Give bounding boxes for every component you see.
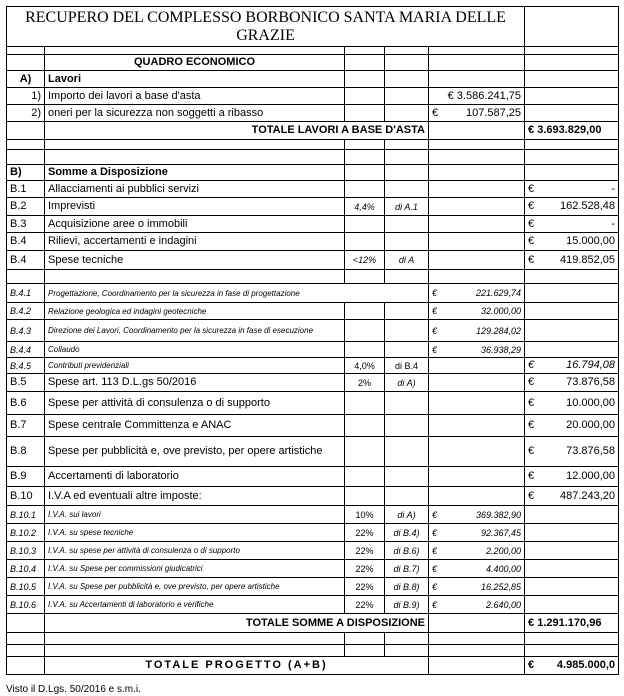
cell-B-b101-ref: di A) xyxy=(385,506,429,524)
cell-B-b2-amount: 162.528,48 xyxy=(559,200,616,212)
cell-B-b102-pct: 22% xyxy=(345,524,385,542)
cell-B-total: € 1.291.170,96 xyxy=(525,614,619,633)
cell-B-b42-amount: 32.000,00 xyxy=(480,306,522,316)
cell-A-r1-code: 1) xyxy=(7,88,45,105)
cell-B-b7-amount: 20.000,00 xyxy=(566,419,616,431)
cell-B-b3-desc: Acquisizione aree o immobili xyxy=(45,216,345,233)
table-row xyxy=(7,181,619,198)
cell-B-b6-desc: Spese per attività di consulenza o di supporto xyxy=(45,392,345,415)
cell-B-b102-amount: 92.367,45 xyxy=(480,527,522,538)
cell-B-b106-desc: I.V.A. su Accertamenti di laboratorio e verifiche xyxy=(45,596,345,614)
cell-B-b5-ref: di A) xyxy=(385,374,429,392)
cell-B-b5-pct: 2% xyxy=(345,374,385,392)
cell-B-b2-ref: di A.1 xyxy=(385,198,429,216)
cell-B-b103-cur: € xyxy=(432,545,438,556)
cell-A-r2-desc: oneri per la sicurezza non soggetti a ribasso xyxy=(45,105,345,122)
total-progetto-row xyxy=(7,657,619,675)
cell-B-b9-code: B.9 xyxy=(7,467,45,487)
cell-B-b3-amount: - xyxy=(611,217,616,230)
table-row xyxy=(7,284,619,303)
cell-B-b43-desc: Direzione dei Lavori, Coordinamento per la sicurezza in fase di esecuzione xyxy=(45,320,345,342)
cell-B-b4-code: B.4 xyxy=(7,233,45,251)
section-header-row xyxy=(7,55,619,71)
cell-B-b102-code: B.10.2 xyxy=(7,524,45,542)
cell-A-label: Lavori xyxy=(45,71,345,88)
table-row xyxy=(7,560,619,578)
table-row xyxy=(7,524,619,542)
cell-B-b2-pct: 4,4% xyxy=(345,198,385,216)
cell-B-b102-cur: € xyxy=(432,527,438,538)
table-row xyxy=(7,358,619,374)
footnote: Visto il D.Lgs. 50/2016 e s.m.i. xyxy=(6,684,141,695)
cell-B-b101-cur: € xyxy=(432,509,438,520)
cell-B-b8-amount: 73.876,58 xyxy=(566,445,616,457)
cell-B-b104-cur: € xyxy=(432,563,438,574)
cell-B-b8-desc: Spese per pubblicità e, ove previsto, per opere artistiche xyxy=(45,437,345,467)
cell-A-letter: A) xyxy=(7,71,45,88)
cell-B-b43-cur: € xyxy=(432,325,438,336)
cell-B-b105-pct: 22% xyxy=(345,578,385,596)
table-row xyxy=(7,487,619,506)
cell-B-b4-desc: Rilievi, accertamenti e indagini xyxy=(45,233,345,251)
cell-B-b104-desc: I.V.A. su Spese per commissioni giudicatrici xyxy=(45,560,345,578)
cell-B-b103-pct: 22% xyxy=(345,542,385,560)
cell-B-label: Somme a Disposizione xyxy=(45,165,345,181)
cell-B-b104-amount: 4.400,00 xyxy=(485,563,522,574)
cell-B-b105-code: B.10.5 xyxy=(7,578,45,596)
cell-B-b103-desc: I.V.A. su spese per attività di consulenza o di supporto xyxy=(45,542,345,560)
cell-B-b3-cur: € xyxy=(528,217,535,230)
cell-B-b4b-ref: di A xyxy=(385,251,429,270)
cell-B-b101-code: B.10.1 xyxy=(7,506,45,524)
cell-B-b10-cur: € xyxy=(528,489,535,502)
cell-B-b44-cur: € xyxy=(432,344,438,355)
cell-B-b9-desc: Accertamenti di laboratorio xyxy=(45,467,345,487)
total-lavori-row xyxy=(7,122,619,140)
section-b-row xyxy=(7,165,619,181)
cell-B-b1-code: B.1 xyxy=(7,181,45,198)
cell-B-b10-amount: 487.243,20 xyxy=(559,489,616,502)
table-row xyxy=(7,216,619,233)
cell-B-b43-amount: 129.284,02 xyxy=(475,325,522,336)
cell-grand-amount: 4.985.000,0 xyxy=(556,659,616,671)
table-row xyxy=(7,251,619,270)
cell-B-b7-code: B.7 xyxy=(7,415,45,437)
cell-B-b106-ref: di B.9) xyxy=(385,596,429,614)
cell-B-b41-desc: Progettazione, Coordinamento per la sicurezza in fase di progettazione xyxy=(45,284,429,303)
cell-B-b4b-cur: € xyxy=(528,253,535,266)
cell-A-r2-code: 2) xyxy=(7,105,45,122)
cell-B-b104-pct: 22% xyxy=(345,560,385,578)
cell-B-b10-desc: I.V.A ed eventuali altre imposte: xyxy=(45,487,345,506)
cell-B-b43-code: B.4.3 xyxy=(7,320,45,342)
cell-B-b105-desc: I.V.A. su Spese per pubblicità e, ove previsto, per opere artistiche xyxy=(45,578,345,596)
cell-B-b45-ref: di B.4 xyxy=(385,358,429,374)
table-row xyxy=(7,467,619,487)
cell-B-b45-amount: 16.794,08 xyxy=(566,359,616,371)
cell-B-b102-ref: di B.4) xyxy=(385,524,429,542)
cell-B-b1-desc: Allacciamenti ai pubblici servizi xyxy=(45,181,345,198)
cell-B-b5-amount: 73.876,58 xyxy=(566,376,616,388)
table-row xyxy=(7,542,619,560)
cell-B-b44-amount: 36.938,29 xyxy=(480,344,522,355)
cell-B-total_label: TOTALE SOMME A DISPOSIZIONE xyxy=(45,614,429,633)
table-row xyxy=(7,198,619,216)
cell-grand-label: TOTALE PROGETTO (A+B) xyxy=(45,657,429,675)
cell-B-b8-code: B.8 xyxy=(7,437,45,467)
cell-B-b45-cur: € xyxy=(528,359,535,371)
cell-B-b41-amount: 221.629,74 xyxy=(475,288,522,298)
cell-A-r1-desc: Importo dei lavori a base d'asta xyxy=(45,88,345,105)
cell-B-b1-amount: - xyxy=(611,182,616,195)
cell-B-b4b-pct: <12% xyxy=(345,251,385,270)
document-title: RECUPERO DEL COMPLESSO BORBONICO SANTA MARIA DELLE GRAZIE xyxy=(7,7,525,47)
cell-B-b4-amount: 15.000,00 xyxy=(566,235,616,247)
cell-B-b103-code: B.10.3 xyxy=(7,542,45,560)
cell-B-b101-amount: 369.382,90 xyxy=(475,509,522,520)
cell-B-b42-cur: € xyxy=(432,306,438,316)
table-row xyxy=(7,303,619,320)
table-row xyxy=(7,392,619,415)
section-a-row xyxy=(7,71,619,88)
cell-B-b4b-desc: Spese tecniche xyxy=(45,251,345,270)
cell-A-total_label: TOTALE LAVORI A BASE D'ASTA xyxy=(45,122,429,140)
cell-B-b4b-code: B.4 xyxy=(7,251,45,270)
cell-B-b106-pct: 22% xyxy=(345,596,385,614)
cell-A-r1-amount: € 3.586.241,75 xyxy=(429,88,525,105)
cell-B-b9-amount: 12.000,00 xyxy=(566,470,616,482)
table-row xyxy=(7,88,619,105)
cell-B-letter: B) xyxy=(7,165,45,181)
cell-B-b5-cur: € xyxy=(528,376,535,388)
cell-B-b103-amount: 2.200,00 xyxy=(485,545,522,556)
table-row xyxy=(7,506,619,524)
cell-B-b6-code: B.6 xyxy=(7,392,45,415)
cell-grand-cur: € xyxy=(528,659,535,671)
table-row xyxy=(7,578,619,596)
cell-B-b105-amount: 16.252,85 xyxy=(480,581,522,592)
cell-B-b45-desc: Contributi previdenziali xyxy=(45,358,345,374)
cell-B-b7-desc: Spese centrale Committenza e ANAC xyxy=(45,415,345,437)
cell-B-b105-ref: di B.8) xyxy=(385,578,429,596)
cell-B-b10-code: B.10 xyxy=(7,487,45,506)
cell-B-b41-code: B.4.1 xyxy=(7,284,45,303)
table-row xyxy=(7,374,619,392)
cell-A-r2-amount: 107.587,25 xyxy=(465,106,522,119)
cell-B-b5-desc: Spese art. 113 D.L.gs 50/2016 xyxy=(45,374,345,392)
cell-B-b3-code: B.3 xyxy=(7,216,45,233)
cell-B-b2-cur: € xyxy=(528,200,535,212)
cell-B-b8-cur: € xyxy=(528,445,535,457)
cell-B-b44-code: B.4.4 xyxy=(7,342,45,358)
cell-B-b102-desc: I.V.A. su spese tecniche xyxy=(45,524,345,542)
cell-B-b103-ref: di B.6) xyxy=(385,542,429,560)
cell-B-b2-code: B.2 xyxy=(7,198,45,216)
table-row xyxy=(7,233,619,251)
cell-B-b5-code: B.5 xyxy=(7,374,45,392)
table-row xyxy=(7,437,619,467)
quadro-header: QUADRO ECONOMICO xyxy=(45,55,345,71)
cell-B-b42-desc: Relazione geologica ed indagini geotecniche xyxy=(45,303,345,320)
table-row xyxy=(7,415,619,437)
cell-B-b106-code: B.10.6 xyxy=(7,596,45,614)
table-row xyxy=(7,320,619,342)
cell-B-b45-code: B.4.5 xyxy=(7,358,45,374)
cell-B-b101-desc: I.V.A. sui lavori xyxy=(45,506,345,524)
cell-B-b106-cur: € xyxy=(432,599,438,610)
cell-B-b45-pct: 4,0% xyxy=(345,358,385,374)
cell-B-b4-cur: € xyxy=(528,235,535,247)
cell-B-b2-desc: Imprevisti xyxy=(45,198,345,216)
cell-B-b7-cur: € xyxy=(528,419,535,431)
table-row xyxy=(7,342,619,358)
cell-B-b42-code: B.4.2 xyxy=(7,303,45,320)
cell-B-b44-desc: Collaudo xyxy=(45,342,345,358)
quadro-economico-table xyxy=(6,6,619,675)
cell-B-b101-pct: 10% xyxy=(345,506,385,524)
cell-B-b41-cur: € xyxy=(432,288,438,298)
cell-B-b105-cur: € xyxy=(432,581,438,592)
cell-B-b6-cur: € xyxy=(528,396,535,409)
cell-A-r2-cur: € xyxy=(432,106,439,119)
cell-A-total: € 3.693.829,00 xyxy=(525,122,619,140)
cell-B-b6-amount: 10.000,00 xyxy=(566,396,616,409)
cell-B-b104-ref: di B.7) xyxy=(385,560,429,578)
cell-B-b106-amount: 2.640,00 xyxy=(485,599,522,610)
cell-B-b1-cur: € xyxy=(528,182,535,195)
cell-B-b4b-amount: 419.852,05 xyxy=(559,253,616,266)
total-somme-row xyxy=(7,614,619,633)
table-row xyxy=(7,596,619,614)
cell-B-b104-code: B.10.4 xyxy=(7,560,45,578)
cell-B-b9-cur: € xyxy=(528,470,535,482)
table-row xyxy=(7,105,619,122)
